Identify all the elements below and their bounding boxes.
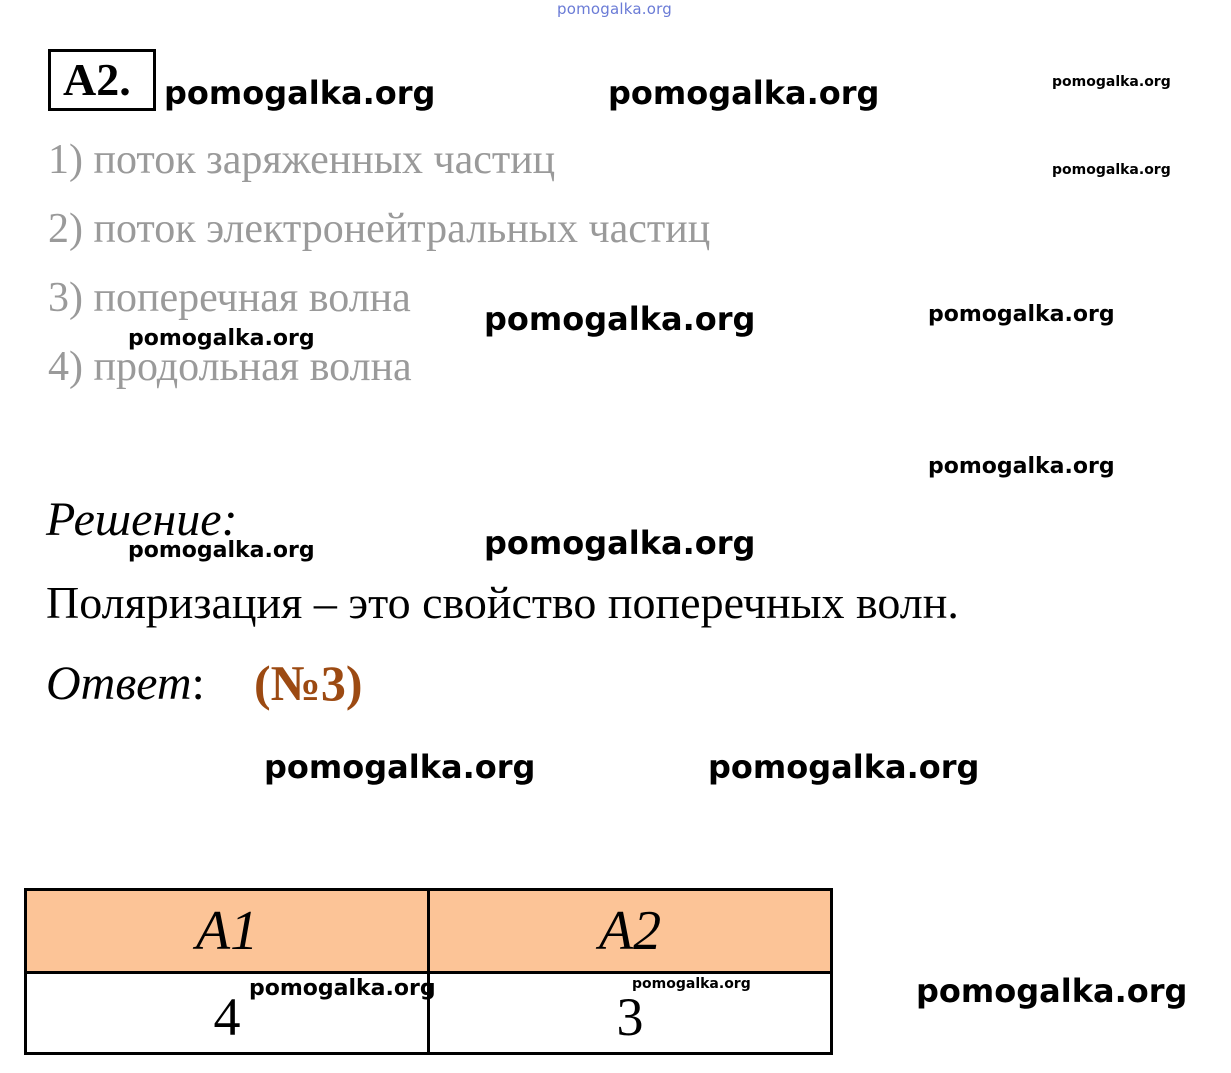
watermark: pomogalka.org [632, 976, 751, 992]
answer-label-text: Ответ [46, 657, 192, 710]
table-value-a2: 3 [616, 987, 644, 1047]
watermark: pomogalka.org [1052, 162, 1171, 178]
table-value-a1: 4 [213, 987, 241, 1047]
table-header-row [26, 890, 832, 973]
header-watermark: pomogalka.org [557, 0, 672, 18]
solution-text: Поляризация – это свойство поперечных волн. [46, 577, 959, 628]
answer-table [24, 888, 833, 1055]
task-number: A2. [63, 54, 131, 105]
table-header-a1: A1 [26, 890, 429, 973]
task-number-box [48, 49, 156, 111]
watermark: pomogalka.org [484, 300, 756, 338]
watermark: pomogalka.org [264, 748, 536, 786]
watermark: pomogalka.org [928, 302, 1115, 327]
watermark: pomogalka.org [916, 972, 1188, 1010]
watermark: pomogalka.org [128, 538, 315, 563]
watermark: pomogalka.org [1052, 74, 1171, 90]
option-4: 4) продольная волна [48, 344, 412, 390]
table-header-a2: A2 [429, 890, 832, 973]
watermark: pomogalka.org [164, 74, 436, 112]
answer-label-colon: : [191, 657, 205, 710]
answer-label [46, 656, 205, 711]
answer-value: (№3) [254, 655, 363, 711]
watermark: pomogalka.org [928, 454, 1115, 479]
watermark: pomogalka.org [128, 326, 315, 351]
watermark: pomogalka.org [708, 748, 980, 786]
table-cell-a1 [26, 973, 436, 1054]
watermark: pomogalka.org [608, 74, 880, 112]
solution-heading: Решение: [46, 493, 238, 546]
table-row [26, 973, 832, 1054]
option-3: 3) поперечная волна [48, 275, 411, 321]
watermark: pomogalka.org [484, 524, 756, 562]
option-1: 1) поток заряженных частиц [48, 137, 556, 183]
watermark: pomogalka.org [249, 976, 436, 1001]
option-2: 2) поток электронейтральных частиц [48, 206, 711, 252]
table-cell-a2 [429, 973, 832, 1054]
